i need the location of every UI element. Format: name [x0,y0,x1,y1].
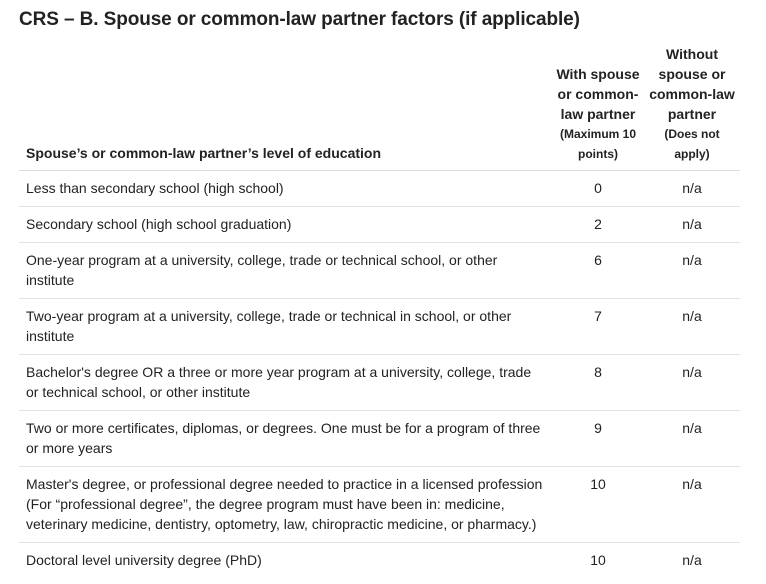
page-title: CRS – B. Spouse or common-law partner factors (if applicable) [19,9,580,30]
education-level-cell: Master's degree, or professional degree needed to practice in a licensed profession (For “professional degree”, the degree program must have been in: medicine, veterinary medicine, dentistry, optometry, law, chiropractic medicine, or pharmacy.) [19,467,552,543]
table-row [19,355,740,411]
table-row [19,411,740,467]
table-row [19,171,740,207]
education-level-cell: Less than secondary school (high school) [19,171,552,207]
header-without-spouse [644,44,740,171]
with-spouse-points-cell: 0 [552,171,644,207]
table-row [19,467,740,543]
education-level-cell: One-year program at a university, college, trade or technical school, or other institute [19,243,552,299]
table-row [19,543,740,579]
header-without-spouse-label: Without spouse or common-law partner [649,46,735,122]
without-spouse-points-cell: n/a [644,171,740,207]
table-row [19,207,740,243]
without-spouse-points-cell: n/a [644,243,740,299]
header-with-spouse-note: (Maximum 10 points) [559,127,637,161]
table-row [19,243,740,299]
with-spouse-points-cell: 10 [552,467,644,543]
with-spouse-points-cell: 7 [552,299,644,355]
header-education: Spouse’s or common-law partner’s level of education [19,44,552,171]
education-level-cell: Two or more certificates, diplomas, or degrees. One must be for a program of three or more years [19,411,552,467]
header-with-spouse [552,44,644,171]
table-header-row [19,44,740,171]
header-with-spouse-label: With spouse or common-law partner [556,66,640,122]
without-spouse-points-cell: n/a [644,299,740,355]
education-level-cell: Two-year program at a university, college, trade or technical in school, or other institute [19,299,552,355]
without-spouse-points-cell: n/a [644,411,740,467]
table-row [19,299,740,355]
with-spouse-points-cell: 6 [552,243,644,299]
without-spouse-points-cell: n/a [644,207,740,243]
with-spouse-points-cell: 2 [552,207,644,243]
without-spouse-points-cell: n/a [682,552,702,568]
with-spouse-points-cell: 8 [552,355,644,411]
without-spouse-points-cell: n/a [644,467,740,543]
education-level-cell: Bachelor's degree OR a three or more year program at a university, college, trade or technical school, or other institute [19,355,552,411]
education-level-cell: Doctoral level university degree (PhD) [26,552,262,568]
spouse-factors-table [19,44,740,578]
header-without-spouse-note: (Does not apply) [664,127,720,161]
with-spouse-points-cell: 10 [590,552,606,568]
with-spouse-points-cell: 9 [552,411,644,467]
without-spouse-points-cell: n/a [644,355,740,411]
education-level-cell: Secondary school (high school graduation) [19,207,552,243]
